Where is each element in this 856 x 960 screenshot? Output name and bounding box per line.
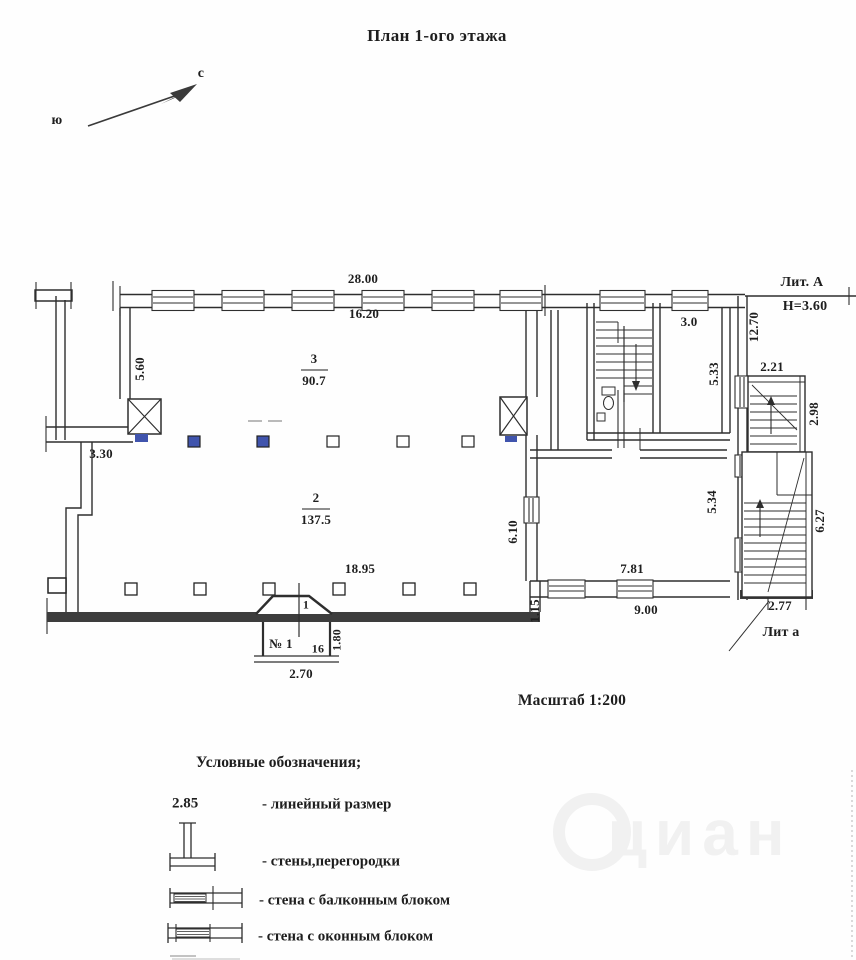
room3-number: 3 bbox=[310, 351, 318, 366]
stair-annex-lower bbox=[729, 452, 812, 651]
dim-stair2-w: 2.77 bbox=[768, 598, 792, 613]
vestibule-label: № 1 bbox=[269, 636, 293, 651]
room2-number: 2 bbox=[312, 490, 320, 505]
hatched-columns bbox=[128, 397, 527, 442]
scale-note: Масштаб 1:200 bbox=[517, 692, 627, 709]
dim-outer-right: 12.70 bbox=[746, 311, 761, 343]
vestibule-area: 16 bbox=[311, 641, 325, 656]
blue-marker bbox=[135, 434, 148, 442]
building-height-label: Н=3.60 bbox=[782, 299, 828, 314]
room2-area: 137.5 bbox=[300, 512, 332, 527]
column-row-mid bbox=[188, 421, 474, 447]
legend-window-symbol bbox=[168, 923, 242, 943]
blue-marker bbox=[505, 436, 517, 442]
legend-symbols bbox=[168, 823, 242, 959]
legend-item-linear-dimension: - линейный размер bbox=[262, 796, 392, 813]
dim-porch-d: 1.80 bbox=[329, 629, 344, 651]
toilet-icon bbox=[602, 387, 615, 410]
legend-item-walls: - стены,перегородки bbox=[262, 853, 401, 870]
dim-stair2-h: 6.27 bbox=[812, 509, 827, 533]
watermark-cian: циан bbox=[607, 797, 793, 869]
vestibule bbox=[254, 622, 339, 662]
bottom-wall bbox=[47, 584, 813, 622]
legend-cutoff-row bbox=[170, 956, 240, 959]
dim-left-wall: 5.60 bbox=[132, 357, 147, 381]
legend-wall-symbol bbox=[170, 823, 215, 871]
compass-arrow-icon bbox=[88, 84, 197, 126]
wall-pier bbox=[48, 578, 66, 593]
dim-right-lower: 5.34 bbox=[704, 490, 719, 514]
room3-area: 90.7 bbox=[302, 373, 326, 388]
fraction-lines bbox=[301, 370, 330, 509]
building-letter-label: Лит. А bbox=[780, 275, 824, 290]
legend-item-balcony-block: - стена с балконным блоком bbox=[259, 892, 451, 909]
dim-top-inner: 16.20 bbox=[348, 306, 380, 321]
legend-item-window-block: - стена с оконным блоком bbox=[258, 928, 434, 945]
compass-north-label: с bbox=[197, 66, 205, 81]
room-small-area: 3.0 bbox=[680, 314, 698, 329]
dim-right-upper: 5.33 bbox=[706, 362, 721, 386]
dim-step: 1.15 bbox=[527, 599, 542, 623]
walls bbox=[35, 281, 856, 634]
stair-annex-upper bbox=[748, 376, 805, 452]
dim-left-jog: 3.30 bbox=[89, 446, 113, 461]
watermark-logo bbox=[559, 799, 625, 865]
legend-heading: Условные обозначения; bbox=[196, 754, 362, 771]
dim-top-outer: 28.00 bbox=[347, 271, 379, 286]
sink-icon bbox=[597, 413, 605, 421]
dim-porch-w: 2.70 bbox=[289, 666, 313, 681]
annex-letter-label: Лит а bbox=[762, 625, 800, 640]
dim-stair-w: 2.21 bbox=[760, 359, 784, 374]
entrance-number: 1 bbox=[302, 597, 310, 612]
window-blocks-bottom bbox=[548, 580, 653, 598]
legend-sample-dimension: 2.85 bbox=[172, 795, 199, 812]
dim-corridor: 6.10 bbox=[505, 520, 520, 544]
compass-south-label: ю bbox=[51, 113, 63, 128]
legend-balcony-symbol bbox=[170, 886, 242, 910]
dim-bottom-right: 9.00 bbox=[634, 602, 658, 617]
dim-stair-h: 2.98 bbox=[806, 402, 821, 426]
door-block bbox=[524, 497, 539, 523]
dim-room-right-w: 7.81 bbox=[620, 561, 644, 576]
dim-hall-width: 18.95 bbox=[344, 561, 376, 576]
page-title: План 1-ого этажа bbox=[367, 26, 507, 45]
column-row-bottom bbox=[48, 578, 476, 595]
